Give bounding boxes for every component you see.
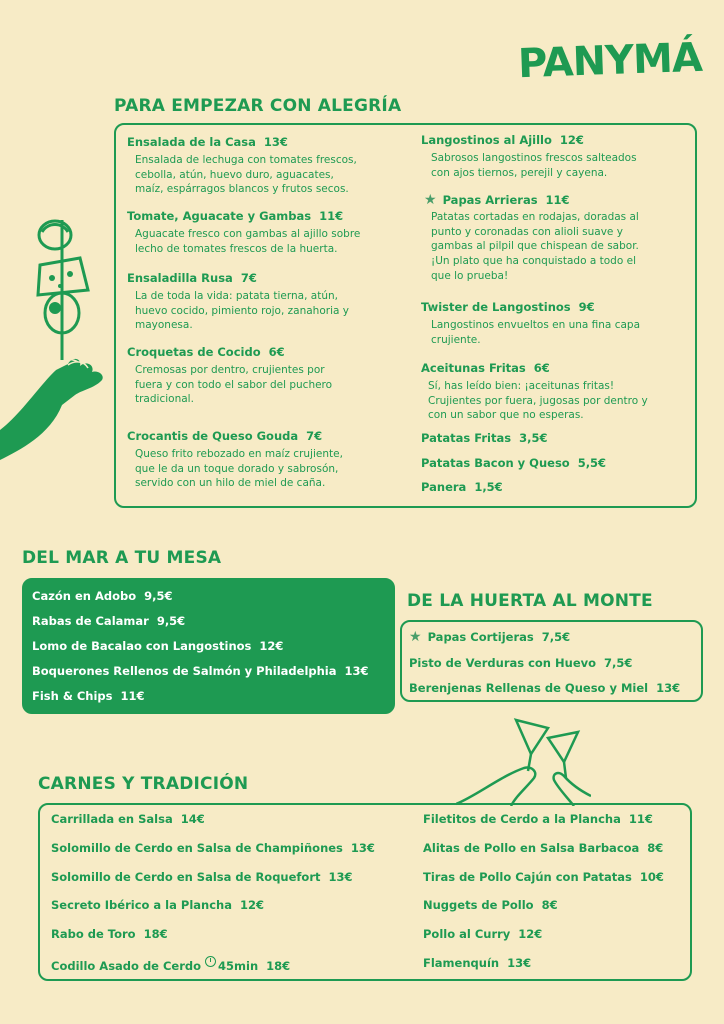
item-price: 13€ [350, 840, 375, 855]
item-name: Carrillada en Salsa [51, 812, 173, 826]
item-price: 12€ [259, 639, 284, 653]
carnes-box [38, 803, 692, 981]
item-price: 1,5€ [474, 480, 503, 494]
item-price: 7€ [306, 429, 323, 443]
item-price: 12€ [518, 927, 543, 942]
item-price: 18€ [143, 927, 168, 942]
menu-item [32, 639, 283, 653]
item-name: Twister de Langostinos [421, 300, 571, 314]
huerta-box [400, 620, 703, 702]
item-price: 14€ [180, 812, 205, 826]
item-price: 6€ [533, 361, 550, 375]
item-price: 11€ [120, 689, 145, 703]
item-price: 9,5€ [156, 614, 186, 628]
item-price: 7€ [240, 271, 257, 285]
item-name: Lomo de Bacalao con Langostinos [32, 639, 252, 653]
item-price: 10€ [639, 869, 664, 884]
item-price: 7,5€ [604, 656, 633, 670]
item-name: Patatas Bacon y Queso [421, 456, 570, 470]
item-name: Patatas Fritas [421, 431, 512, 445]
item-name: Panera [421, 480, 467, 494]
menu-item [32, 589, 173, 603]
menu-item [51, 870, 353, 884]
menu-item [409, 629, 570, 645]
item-price: 13€ [344, 664, 369, 678]
item-description: Patatas cortadas en rodajas, doradas al punto y coronadas con alioli suave y gambas al pilpil que chispean de sabor. ¡Un plato que ha conquistado a todo el que lo prueba! [431, 211, 639, 282]
item-name: Filetitos de Cerdo a la Plancha [423, 812, 621, 826]
item-price: 18€ [266, 959, 291, 973]
menu-item [421, 480, 503, 494]
menu-item [51, 898, 264, 912]
menu-item [423, 841, 663, 855]
item-name: Croquetas de Cocido [127, 345, 261, 359]
item-name: Langostinos al Ajillo [421, 133, 552, 147]
item-price: 6€ [268, 345, 285, 359]
item-name: Tomate, Aguacate y Gambas [127, 209, 312, 223]
item-name: Aceitunas Fritas [421, 361, 526, 375]
menu-item [421, 456, 606, 470]
item-price: 8€ [647, 840, 664, 855]
item-price: 5,5€ [577, 456, 607, 470]
item-name: Boquerones Rellenos de Salmón y Philadelphia [32, 664, 337, 678]
item-name: Berenjenas Rellenas de Queso y Miel [409, 681, 649, 695]
item-description: Queso frito rebozado en maíz crujiente, que le da un toque dorado y sabrosón, servido con un hilo de miel de caña. [135, 448, 343, 490]
item-description: Langostinos envueltos en una fina capa crujiente. [431, 319, 641, 346]
item-name: Solomillo de Cerdo en Salsa de Roquefort [51, 869, 321, 884]
item-price: 12€ [559, 133, 584, 147]
menu-item [127, 209, 343, 223]
menu-item [32, 689, 145, 703]
item-description: La de toda la vida: patata tierna, atún, huevo cocido, pimiento rojo, zanahoria y mayonesa. [135, 290, 349, 332]
menu-item [423, 898, 558, 912]
cocktail-illustration [456, 716, 591, 806]
item-name: Solomillo de Cerdo en Salsa de Champiñones [51, 840, 343, 855]
menu-item [51, 927, 168, 941]
menu-item [421, 300, 595, 314]
brand-logo: PANYMÁ [517, 34, 703, 88]
menu-item [127, 271, 257, 285]
item-name: Tiras de Pollo Cajún con Patatas [423, 869, 632, 884]
item-name: Rabas de Calamar [32, 614, 149, 628]
item-price: 9,5€ [144, 589, 173, 603]
menu-item [51, 841, 375, 855]
section-title-carnes: CARNES Y TRADICIÓN [38, 774, 249, 794]
item-name: Rabo de Toro [51, 927, 136, 942]
menu-item [423, 812, 653, 826]
section-title-mar: DEL MAR A TU MESA [22, 548, 222, 568]
menu-item [423, 927, 542, 941]
item-name: Flamenquín [423, 956, 500, 970]
menu-item [409, 656, 632, 670]
item-name: Pollo al Curry [423, 927, 511, 942]
item-description: Ensalada de lechuga con tomates frescos, cebolla, atún, huevo duro, aguacates, maíz, espárragos blancos y frutos secos. [135, 154, 357, 196]
menu-item [423, 956, 531, 970]
item-name: Ensaladilla Rusa [127, 271, 233, 285]
item-price: 11€ [319, 209, 344, 223]
item-name: Codillo Asado de Cerdo [51, 959, 202, 973]
item-price: 12€ [239, 898, 264, 913]
star-icon: ★ [409, 629, 422, 645]
item-name: Secreto Ibérico a la Plancha [51, 898, 232, 913]
section-title-empezar: PARA EMPEZAR CON ALEGRÍA [114, 96, 402, 116]
menu-item [127, 429, 322, 443]
item-price: 13€ [263, 135, 288, 149]
item-price: 8€ [541, 898, 558, 913]
menu-item [409, 681, 680, 695]
item-name: Pisto de Verduras con Huevo [409, 656, 597, 670]
item-price: 13€ [656, 681, 681, 695]
item-name: Ensalada de la Casa [127, 135, 256, 149]
star-icon: ★ [424, 192, 437, 208]
item-name: Alitas de Pollo en Salsa Barbacoa [423, 840, 640, 855]
menu-item [421, 361, 550, 375]
item-description: Aguacate fresco con gambas al ajillo sobre lecho de tomates frescos de la huerta. [135, 228, 361, 255]
section-title-huerta: DE LA HUERTA AL MONTE [407, 591, 653, 611]
menu-item [423, 870, 664, 884]
item-description: Cremosas por dentro, crujientes por fuera y con todo el sabor del puchero tradicional. [135, 364, 333, 406]
item-name: Fish & Chips [32, 689, 113, 703]
item-price: 3,5€ [519, 431, 548, 445]
mar-box [22, 578, 395, 714]
menu-item [424, 192, 570, 208]
menu-item [127, 135, 288, 149]
item-name: Crocantis de Queso Gouda [127, 429, 299, 443]
item-description: Sabrosos langostinos frescos salteados con ajos tiernos, perejil y cayena. [431, 152, 637, 179]
item-price: 13€ [328, 869, 353, 884]
menu-item [32, 664, 369, 678]
menu-item [421, 133, 584, 147]
skewer-illustration [0, 210, 110, 480]
item-name: Cazón en Adobo [32, 589, 137, 603]
menu-item [51, 956, 290, 973]
item-name: Papas Cortijeras [427, 630, 534, 644]
menu-item [51, 812, 205, 826]
item-name: Nuggets de Pollo [423, 898, 534, 913]
item-price: 13€ [507, 956, 532, 970]
item-price: 11€ [628, 812, 653, 826]
menu-item [127, 345, 285, 359]
item-name: Papas Arrieras [442, 193, 538, 207]
menu-item [32, 614, 185, 628]
clock-icon [205, 956, 216, 967]
item-time: 45min [218, 959, 259, 973]
item-price: 9€ [578, 300, 595, 314]
item-price: 7,5€ [541, 630, 571, 644]
item-price: 11€ [545, 193, 570, 207]
item-description: Sí, has leído bien: ¡aceitunas fritas! Crujientes por fuera, jugosas por dentro y con un sabor que no esperas. [428, 380, 648, 422]
menu-item [421, 431, 547, 445]
